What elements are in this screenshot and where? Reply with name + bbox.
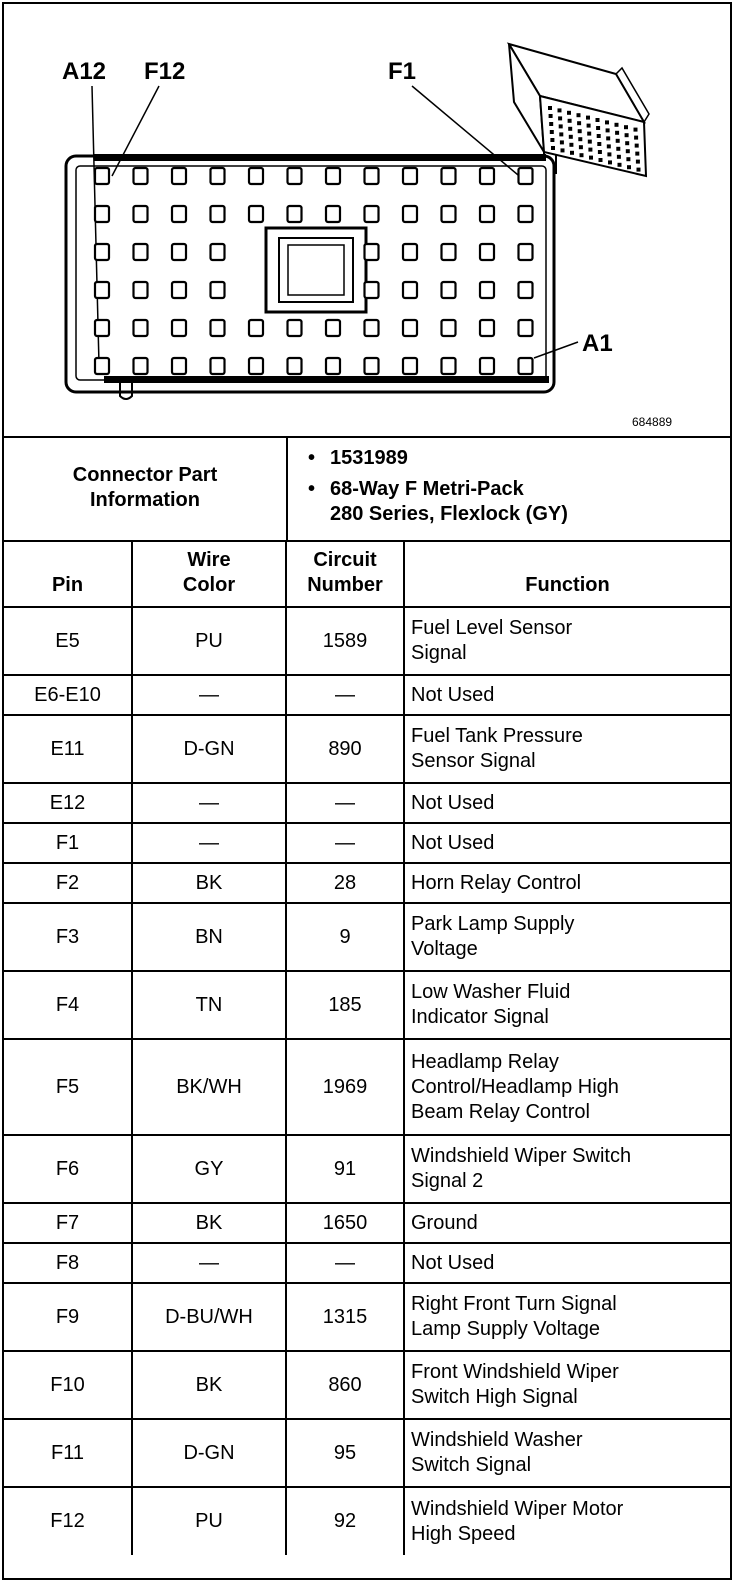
thumbnail-pin (608, 160, 612, 164)
leader-line-a1 (534, 342, 578, 358)
connector-info-label-line2: Information (90, 489, 200, 511)
wire-color-cell: BK (132, 863, 286, 903)
connector-top-rail (94, 154, 546, 161)
pin-cell: F7 (4, 1203, 132, 1243)
thumbnail-pin (634, 136, 638, 140)
thumbnail-pin (597, 134, 601, 138)
pin-cavity (249, 358, 263, 374)
pinout-table (4, 540, 730, 1555)
function-cell: Not Used (404, 783, 730, 823)
thumbnail-pin (588, 140, 592, 144)
thumbnail-pin (615, 123, 619, 127)
pin-cavity (519, 320, 533, 336)
function-cell: Park Lamp Supply Voltage (404, 903, 730, 971)
table-row (4, 1135, 730, 1203)
pin-cavity (211, 244, 225, 260)
wire-color-cell: TN (132, 971, 286, 1039)
label-a12: A12 (62, 58, 107, 85)
connector-description-line1: 68-Way F Metri-Pack (330, 478, 524, 500)
pin-cavity (480, 282, 494, 298)
thumbnail-pin (635, 152, 639, 156)
thumbnail-pin (559, 124, 563, 128)
thumbnail-pin (579, 145, 583, 149)
center-lock-core (288, 245, 344, 295)
thumbnail-pin (607, 152, 611, 156)
connector-description (308, 477, 568, 527)
connector-bottom-rail (104, 376, 549, 383)
connector-info-label (4, 436, 288, 540)
pin-cavity (288, 358, 302, 374)
pin-cavity (365, 244, 379, 260)
thumbnail-pin (577, 121, 581, 125)
pin-cavity (403, 168, 417, 184)
connector-part-information (4, 436, 730, 542)
connector-description-line2: 280 Series, Flexlock (GY) (330, 503, 568, 525)
pin-cavity (172, 206, 186, 222)
function-cell: Right Front Turn Signal Lamp Supply Voltage (404, 1283, 730, 1351)
thumbnail-pin (635, 144, 639, 148)
circuit-number-cell: — (286, 783, 404, 823)
thumbnail-pin (568, 119, 572, 123)
pin-cavity (134, 168, 148, 184)
pin-cell: E5 (4, 607, 132, 675)
pin-cell: F3 (4, 903, 132, 971)
header-pin: Pin (4, 540, 132, 607)
circuit-number-cell: 860 (286, 1351, 404, 1419)
table-row (4, 675, 730, 715)
table-row (4, 1283, 730, 1351)
pin-cavity (172, 320, 186, 336)
pin-cavity (95, 320, 109, 336)
function-cell: Windshield Wiper Motor High Speed (404, 1487, 730, 1555)
part-number: • 1531989 (308, 446, 568, 471)
pin-cavity (249, 206, 263, 222)
table-row (4, 607, 730, 675)
pin-cavity (134, 244, 148, 260)
pin-cavity (480, 206, 494, 222)
pin-cavity (480, 358, 494, 374)
thumbnail-pin (596, 126, 600, 130)
thumbnail-pin (607, 144, 611, 148)
thumbnail-pin (637, 168, 641, 172)
thumbnail-pin (587, 124, 591, 128)
pin-cavity (480, 168, 494, 184)
thumbnail-pin (568, 127, 572, 131)
pin-cavity (211, 206, 225, 222)
pin-cavity (172, 358, 186, 374)
pin-cavity (172, 282, 186, 298)
thumbnail-pin (589, 156, 593, 160)
leader-line-f12 (112, 86, 159, 176)
pin-cell: F1 (4, 823, 132, 863)
circuit-number-cell: 92 (286, 1487, 404, 1555)
pin-cavity (288, 320, 302, 336)
wire-color-cell: PU (132, 1487, 286, 1555)
wire-color-cell: — (132, 1243, 286, 1283)
header-function: Function (404, 540, 730, 607)
pin-cavity (249, 168, 263, 184)
thumbnail-pin (548, 106, 552, 110)
connector-info-label-line1: Connector Part (72, 464, 218, 486)
function-cell: Windshield Wiper Switch Signal 2 (404, 1135, 730, 1203)
table-row (4, 1419, 730, 1487)
pin-cavity (326, 206, 340, 222)
table-row (4, 863, 730, 903)
thumbnail-pin (569, 135, 573, 139)
center-lock-inner (279, 238, 353, 302)
thumbnail-pin (550, 138, 554, 142)
pin-cavity (288, 168, 302, 184)
table-row (4, 1203, 730, 1243)
connector-face-drawing (4, 4, 730, 436)
thumbnail-pin (618, 163, 622, 167)
pin-cavity (172, 244, 186, 260)
thumbnail-pin (616, 147, 620, 151)
pin-cell: F11 (4, 1419, 132, 1487)
pin-cavity (519, 282, 533, 298)
pin-cavity (403, 320, 417, 336)
circuit-number-cell: 91 (286, 1135, 404, 1203)
thumbnail-pin (561, 148, 565, 152)
pin-cell: F5 (4, 1039, 132, 1135)
thumbnail-pin (625, 141, 629, 145)
table-row (4, 1039, 730, 1135)
thumbnail-pin (634, 128, 638, 132)
pin-cell: F8 (4, 1243, 132, 1283)
pin-cavity (211, 282, 225, 298)
circuit-number-cell: 185 (286, 971, 404, 1039)
pin-cavity (442, 320, 456, 336)
table-row (4, 1487, 730, 1555)
thumbnail-pin (578, 129, 582, 133)
header-circuit-number: Circuit Number (286, 540, 404, 607)
header-wire-color: Wire Color (132, 540, 286, 607)
circuit-number-cell: 1315 (286, 1283, 404, 1351)
pin-cavity (365, 206, 379, 222)
pin-cavity (442, 358, 456, 374)
pin-cavity (288, 206, 302, 222)
connector-housing-inner (76, 166, 546, 380)
function-cell: Not Used (404, 675, 730, 715)
function-cell: Fuel Tank Pressure Sensor Signal (404, 715, 730, 783)
pin-cavity (519, 206, 533, 222)
wire-color-cell: — (132, 783, 286, 823)
pin-cavity (480, 244, 494, 260)
table-row (4, 715, 730, 783)
pin-cavity (134, 320, 148, 336)
pin-cavity (403, 244, 417, 260)
circuit-number-cell: 890 (286, 715, 404, 783)
circuit-number-cell: — (286, 675, 404, 715)
pin-cell: F6 (4, 1135, 132, 1203)
thumbnail-pin (569, 143, 573, 147)
circuit-number-cell: 28 (286, 863, 404, 903)
thumbnail-pin (605, 120, 609, 124)
thumbnail-pin (549, 114, 553, 118)
thumbnail-pin (625, 133, 629, 137)
thumbnail-pin (606, 136, 610, 140)
function-cell: Headlamp Relay Control/Headlamp High Beam Relay Control (404, 1039, 730, 1135)
thumbnail-pin (626, 157, 630, 161)
function-cell: Fuel Level Sensor Signal (404, 607, 730, 675)
wire-color-cell: D-GN (132, 715, 286, 783)
wire-color-cell: BN (132, 903, 286, 971)
connector-sheet (2, 2, 732, 1580)
function-cell: Low Washer Fluid Indicator Signal (404, 971, 730, 1039)
pin-cavity (134, 358, 148, 374)
thumbnail-pin (627, 165, 631, 169)
pin-cavity (134, 206, 148, 222)
function-cell: Horn Relay Control (404, 863, 730, 903)
pin-cavity (442, 244, 456, 260)
pinout-header-row (4, 540, 730, 607)
pin-cell: F4 (4, 971, 132, 1039)
thumbnail-pin (624, 125, 628, 129)
pin-cavity (519, 168, 533, 184)
thumbnail-pin (597, 142, 601, 146)
wire-color-cell: — (132, 675, 286, 715)
pin-cell: E12 (4, 783, 132, 823)
pin-cavity (442, 168, 456, 184)
wire-color-cell: D-BU/WH (132, 1283, 286, 1351)
thumbnail-pin (615, 131, 619, 135)
function-cell: Ground (404, 1203, 730, 1243)
function-cell: Not Used (404, 1243, 730, 1283)
pin-cavity (403, 206, 417, 222)
pin-cell: F10 (4, 1351, 132, 1419)
pin-cavity (442, 206, 456, 222)
center-lock-outer (266, 228, 366, 312)
pin-cell: E6-E10 (4, 675, 132, 715)
thumbnail-pin (599, 158, 603, 162)
thumbnail-pin (549, 122, 553, 126)
thumbnail-pin (570, 151, 574, 155)
table-row (4, 783, 730, 823)
table-row (4, 971, 730, 1039)
table-row (4, 1243, 730, 1283)
thumbnail-pin (558, 116, 562, 120)
table-row (4, 823, 730, 863)
thumbnail-pin (616, 139, 620, 143)
thumbnail-pin (559, 132, 563, 136)
thumbnail-pin (586, 116, 590, 120)
thumbnail-pin (606, 128, 610, 132)
wire-color-cell: PU (132, 607, 286, 675)
pin-cavity (326, 168, 340, 184)
pin-cavity (442, 282, 456, 298)
pin-cavity (326, 320, 340, 336)
circuit-number-cell: 9 (286, 903, 404, 971)
pin-cavity (519, 244, 533, 260)
pin-cavity (211, 358, 225, 374)
pin-cavity (95, 244, 109, 260)
pin-cell: E11 (4, 715, 132, 783)
thumbnail-pin (551, 146, 555, 150)
pin-cell: F9 (4, 1283, 132, 1351)
label-f1: F1 (388, 58, 417, 85)
thumbnail-pin (580, 153, 584, 157)
circuit-number-cell: 95 (286, 1419, 404, 1487)
pin-cavity (95, 282, 109, 298)
pin-cavity (365, 320, 379, 336)
pin-cell: F2 (4, 863, 132, 903)
function-cell: Front Windshield Wiper Switch High Signal (404, 1351, 730, 1419)
pin-cavity (403, 358, 417, 374)
pin-cavity (211, 168, 225, 184)
circuit-number-cell: — (286, 823, 404, 863)
thumbnail-pin (558, 108, 562, 112)
thumbnail-pin (626, 149, 630, 153)
thumbnail-pin (596, 118, 600, 122)
wire-color-cell: GY (132, 1135, 286, 1203)
circuit-number-cell: 1650 (286, 1203, 404, 1243)
thumbnail-pin (598, 150, 602, 154)
thumbnail-pin (577, 113, 581, 117)
table-row (4, 1351, 730, 1419)
thumbnail-pin (550, 130, 554, 134)
circuit-number-cell: 1589 (286, 607, 404, 675)
connector-diagram (4, 4, 730, 438)
pin-cavity (403, 282, 417, 298)
thumbnail-pin (587, 132, 591, 136)
pin-cavity (172, 168, 186, 184)
table-row (4, 903, 730, 971)
thumbnail-pin (578, 137, 582, 141)
thumbnail-pin (560, 140, 564, 144)
pin-cavity (95, 358, 109, 374)
pin-cavity-grid (95, 168, 533, 374)
thumbnail-pin (567, 111, 571, 115)
pin-cell: F12 (4, 1487, 132, 1555)
wire-color-cell: D-GN (132, 1419, 286, 1487)
thumbnail-pin (636, 160, 640, 164)
label-f12: F12 (144, 58, 186, 85)
thumbnail-pin (588, 148, 592, 152)
pin-cavity (365, 282, 379, 298)
pin-cavity (134, 282, 148, 298)
pin-cavity (480, 320, 494, 336)
thumbnail-pin (617, 155, 621, 159)
function-cell: Not Used (404, 823, 730, 863)
pin-cavity (519, 358, 533, 374)
wire-color-cell: BK (132, 1351, 286, 1419)
pin-cavity (95, 206, 109, 222)
pin-cavity (95, 168, 109, 184)
circuit-number-cell: 1969 (286, 1039, 404, 1135)
wire-color-cell: BK/WH (132, 1039, 286, 1135)
pin-cavity (326, 358, 340, 374)
circuit-number-cell: — (286, 1243, 404, 1283)
pin-cavity (211, 320, 225, 336)
figure-number: 684889 (632, 415, 673, 429)
wire-color-cell: BK (132, 1203, 286, 1243)
pin-cavity (249, 320, 263, 336)
function-cell: Windshield Washer Switch Signal (404, 1419, 730, 1487)
label-a1: A1 (582, 330, 613, 357)
connector-housing-outer (66, 156, 554, 392)
connector-info-bullets (308, 446, 568, 527)
wire-color-cell: — (132, 823, 286, 863)
pin-cavity (365, 358, 379, 374)
pin-cavity (365, 168, 379, 184)
